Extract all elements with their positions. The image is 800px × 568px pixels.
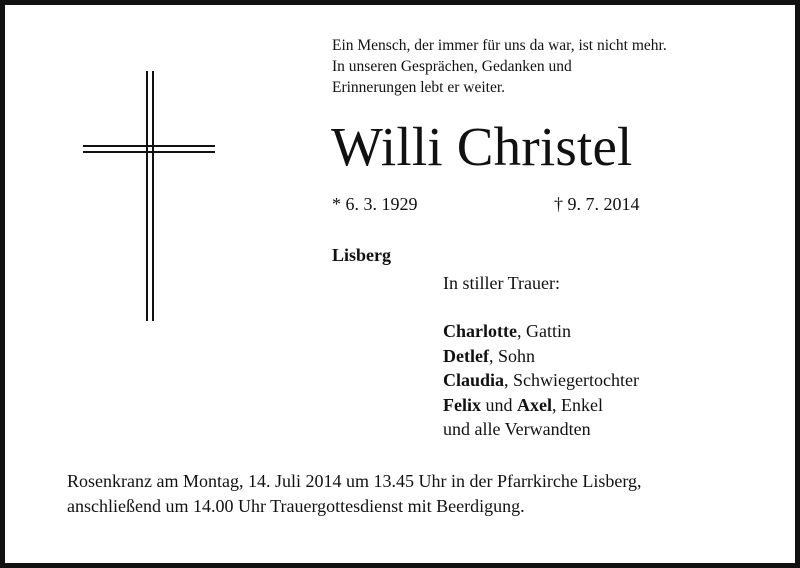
mourners-list bbox=[443, 319, 639, 442]
mourner-name-2: Axel bbox=[517, 394, 552, 415]
list-item bbox=[443, 393, 639, 418]
list-item bbox=[443, 344, 639, 369]
mourner-name: Detlef bbox=[443, 345, 489, 366]
mourner-relation: , Gattin bbox=[516, 321, 571, 341]
mourner-relation: , Schwiegertochter bbox=[504, 370, 639, 390]
birth-date: * 6. 3. 1929 bbox=[332, 194, 418, 214]
quote-line-3: Erinnerungen lebt er weiter. bbox=[332, 79, 506, 96]
mourning-heading: In stiller Trauer: bbox=[443, 273, 560, 293]
cross-icon bbox=[83, 71, 215, 321]
mourner-name: Claudia bbox=[443, 370, 505, 390]
mourner-name: Charlotte bbox=[443, 321, 517, 341]
quote-line-1: Ein Mensch, der immer für uns da war, ist nicht mehr. bbox=[332, 37, 667, 54]
mourner-relation: , Enkel bbox=[552, 394, 603, 415]
list-item bbox=[443, 417, 639, 442]
mourner-name: Felix bbox=[443, 394, 481, 415]
mourner-relation: und alle Verwandten bbox=[443, 419, 591, 439]
memorial-quote bbox=[332, 35, 667, 98]
service-line-2: anschließend um 14.00 Uhr Trauergottesdienst mit Beerdigung. bbox=[67, 496, 525, 516]
mourner-connector: und bbox=[481, 394, 517, 415]
place-name: Lisberg bbox=[332, 245, 392, 265]
service-info bbox=[67, 469, 642, 519]
death-date: † 9. 7. 2014 bbox=[554, 194, 640, 214]
deceased-name: Willi Christel bbox=[331, 116, 633, 177]
list-item bbox=[443, 319, 639, 344]
quote-line-2: In unseren Gesprächen, Gedanken und bbox=[332, 58, 572, 75]
service-line-1: Rosenkranz am Montag, 14. Juli 2014 um 13.45 Uhr in der Pfarrkirche Lisberg, bbox=[67, 471, 642, 491]
list-item bbox=[443, 368, 639, 393]
mourner-relation: , Sohn bbox=[488, 345, 535, 366]
